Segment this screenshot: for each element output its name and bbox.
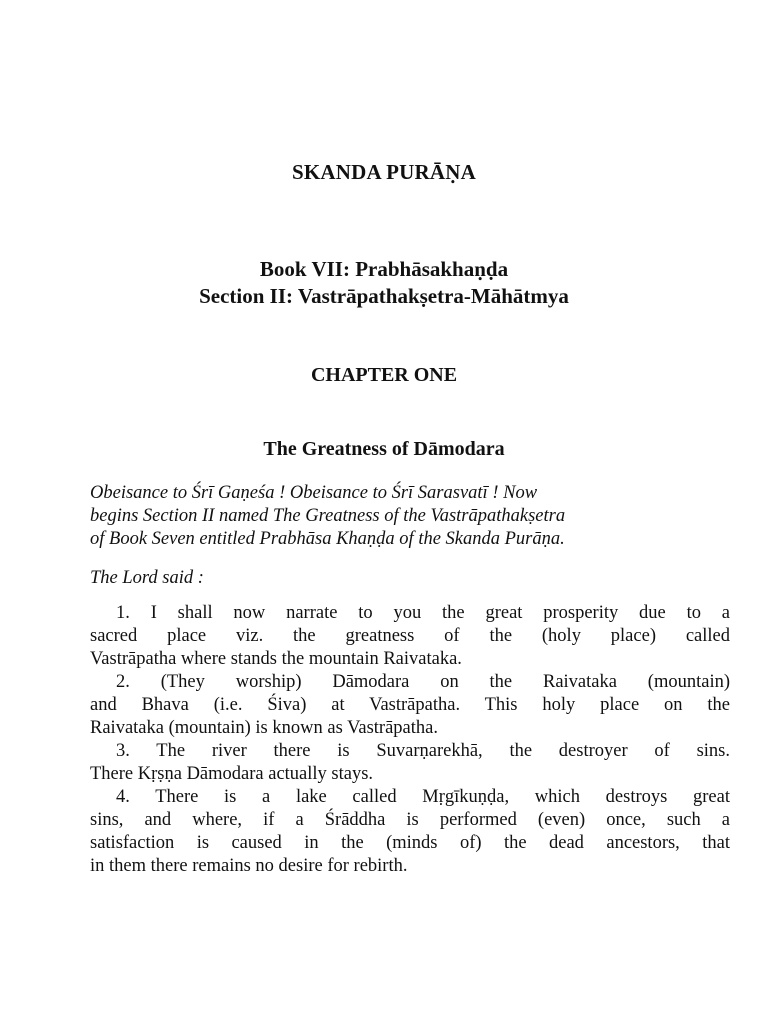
verse-line: Vastrāpatha where stands the mountain Raivataka. bbox=[90, 649, 462, 669]
section-line: Section II: Vastrāpathakṣetra-Māhātmya bbox=[199, 284, 569, 308]
verse-line: 1. I shall now narrate to you the great prosperity due to a bbox=[116, 603, 730, 623]
work-title: SKANDA PURĀṆA bbox=[291, 160, 477, 184]
invocation-line: of Book Seven entitled Prabhāsa Khaṇḍa of the Skanda Purāṇa. bbox=[90, 529, 565, 549]
book-line: Book VII: Prabhāsakhaṇḍa bbox=[259, 257, 509, 281]
verse-line: satisfaction is caused in the (minds of) the dead ancestors, that bbox=[90, 833, 730, 853]
verse-line: in them there remains no desire for rebirth. bbox=[90, 856, 408, 876]
verse-line: and Bhava (i.e. Śiva) at Vastrāpatha. This holy place on the bbox=[90, 695, 730, 715]
chapter-title: The Greatness of Dāmodara bbox=[263, 438, 505, 460]
verse-2 bbox=[90, 671, 730, 740]
verse-line: There Kṛṣṇa Dāmodara actually stays. bbox=[90, 764, 374, 784]
speaker-label: The Lord said : bbox=[90, 568, 204, 588]
verse-list bbox=[90, 602, 730, 878]
verse-1 bbox=[90, 602, 730, 671]
verse-line: sacred place viz. the greatness of the (holy place) called bbox=[90, 626, 730, 646]
invocation-paragraph bbox=[90, 482, 730, 551]
verse-4 bbox=[90, 786, 730, 878]
invocation-line: Obeisance to Śrī Gaṇeśa ! Obeisance to Śrī Sarasvatī ! Now bbox=[90, 483, 538, 503]
verse-line: 4. There is a lake called Mṛgīkuṇḍa, which destroys great bbox=[116, 787, 730, 807]
verse-line: Raivataka (mountain) is known as Vastrāpatha. bbox=[90, 718, 438, 738]
verse-3 bbox=[90, 740, 730, 786]
verse-line: 2. (They worship) Dāmodara on the Raivataka (mountain) bbox=[116, 672, 730, 692]
verse-line: 3. The river there is Suvarṇarekhā, the destroyer of sins. bbox=[116, 741, 730, 761]
book-section-heading bbox=[0, 256, 768, 310]
chapter-heading: CHAPTER ONE bbox=[310, 364, 458, 386]
verse-line: sins, and where, if a Śrāddha is performed (even) once, such a bbox=[90, 810, 730, 830]
invocation-line: begins Section II named The Greatness of the Vastrāpathakṣetra bbox=[90, 506, 566, 526]
